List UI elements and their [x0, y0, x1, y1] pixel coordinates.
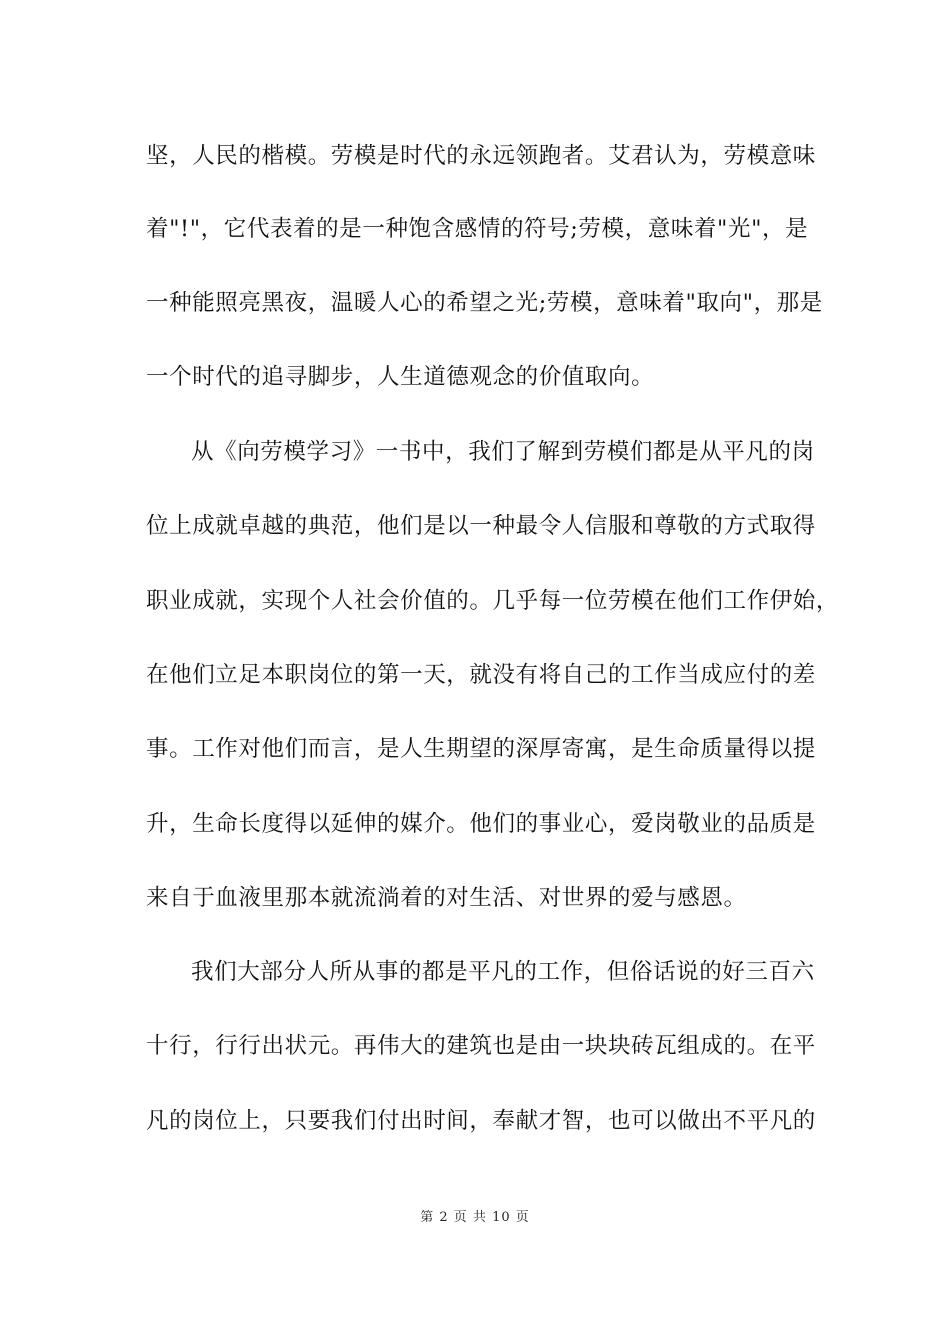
- paragraph-first-line: 从《向劳模学习》一书中，我们了解到劳模们都是从平凡的岗: [191, 439, 815, 465]
- text-line: 一种能照亮黑夜，温暖人心的希望之光;劳模，意味着"取向"，那是: [146, 290, 823, 316]
- text-line: 坚，人民的楷模。劳模是时代的永远领跑者。艾君认为，劳模意味: [146, 143, 816, 169]
- footer-suffix: 页: [515, 1210, 530, 1225]
- text-line: 事。工作对他们而言，是人生期望的深厚寄寓，是生命质量得以提: [146, 736, 816, 762]
- footer-mid: 页 共: [453, 1210, 487, 1225]
- text-line: 一个时代的追寻脚步，人生道德观念的价值取向。: [146, 364, 655, 390]
- current-page-number: 2: [439, 1210, 449, 1225]
- text-line: 职业成就，实现个人社会价值的。几乎每一位劳模在他们工作伊始，: [146, 588, 840, 614]
- paragraph-first-line: 我们大部分人所从事的都是平凡的工作，但俗话说的好三百六: [191, 959, 815, 985]
- text-line: 来自于血液里那本就流淌着的对生活、对世界的爱与感恩。: [146, 885, 747, 911]
- text-line: 凡的岗位上，只要我们付出时间，奉献才智，也可以做出不平凡的: [146, 1108, 816, 1134]
- text-line: 在他们立足本职岗位的第一天，就没有将自己的工作当成应付的差: [146, 662, 816, 688]
- footer-prefix: 第: [420, 1210, 435, 1225]
- text-line: 着"!"，它代表着的是一种饱含感情的符号;劳模，意味着"光"，是: [146, 216, 809, 242]
- total-pages-number: 10: [492, 1210, 511, 1225]
- page-footer: [0, 1209, 950, 1227]
- text-line: 十行，行行出状元。再伟大的建筑也是由一块块砖瓦组成的。在平: [146, 1033, 816, 1059]
- text-line: 升，生命长度得以延伸的媒介。他们的事业心，爱岗敬业的品质是: [146, 811, 816, 837]
- text-line: 位上成就卓越的典范，他们是以一种最令人信服和尊敬的方式取得: [146, 513, 816, 539]
